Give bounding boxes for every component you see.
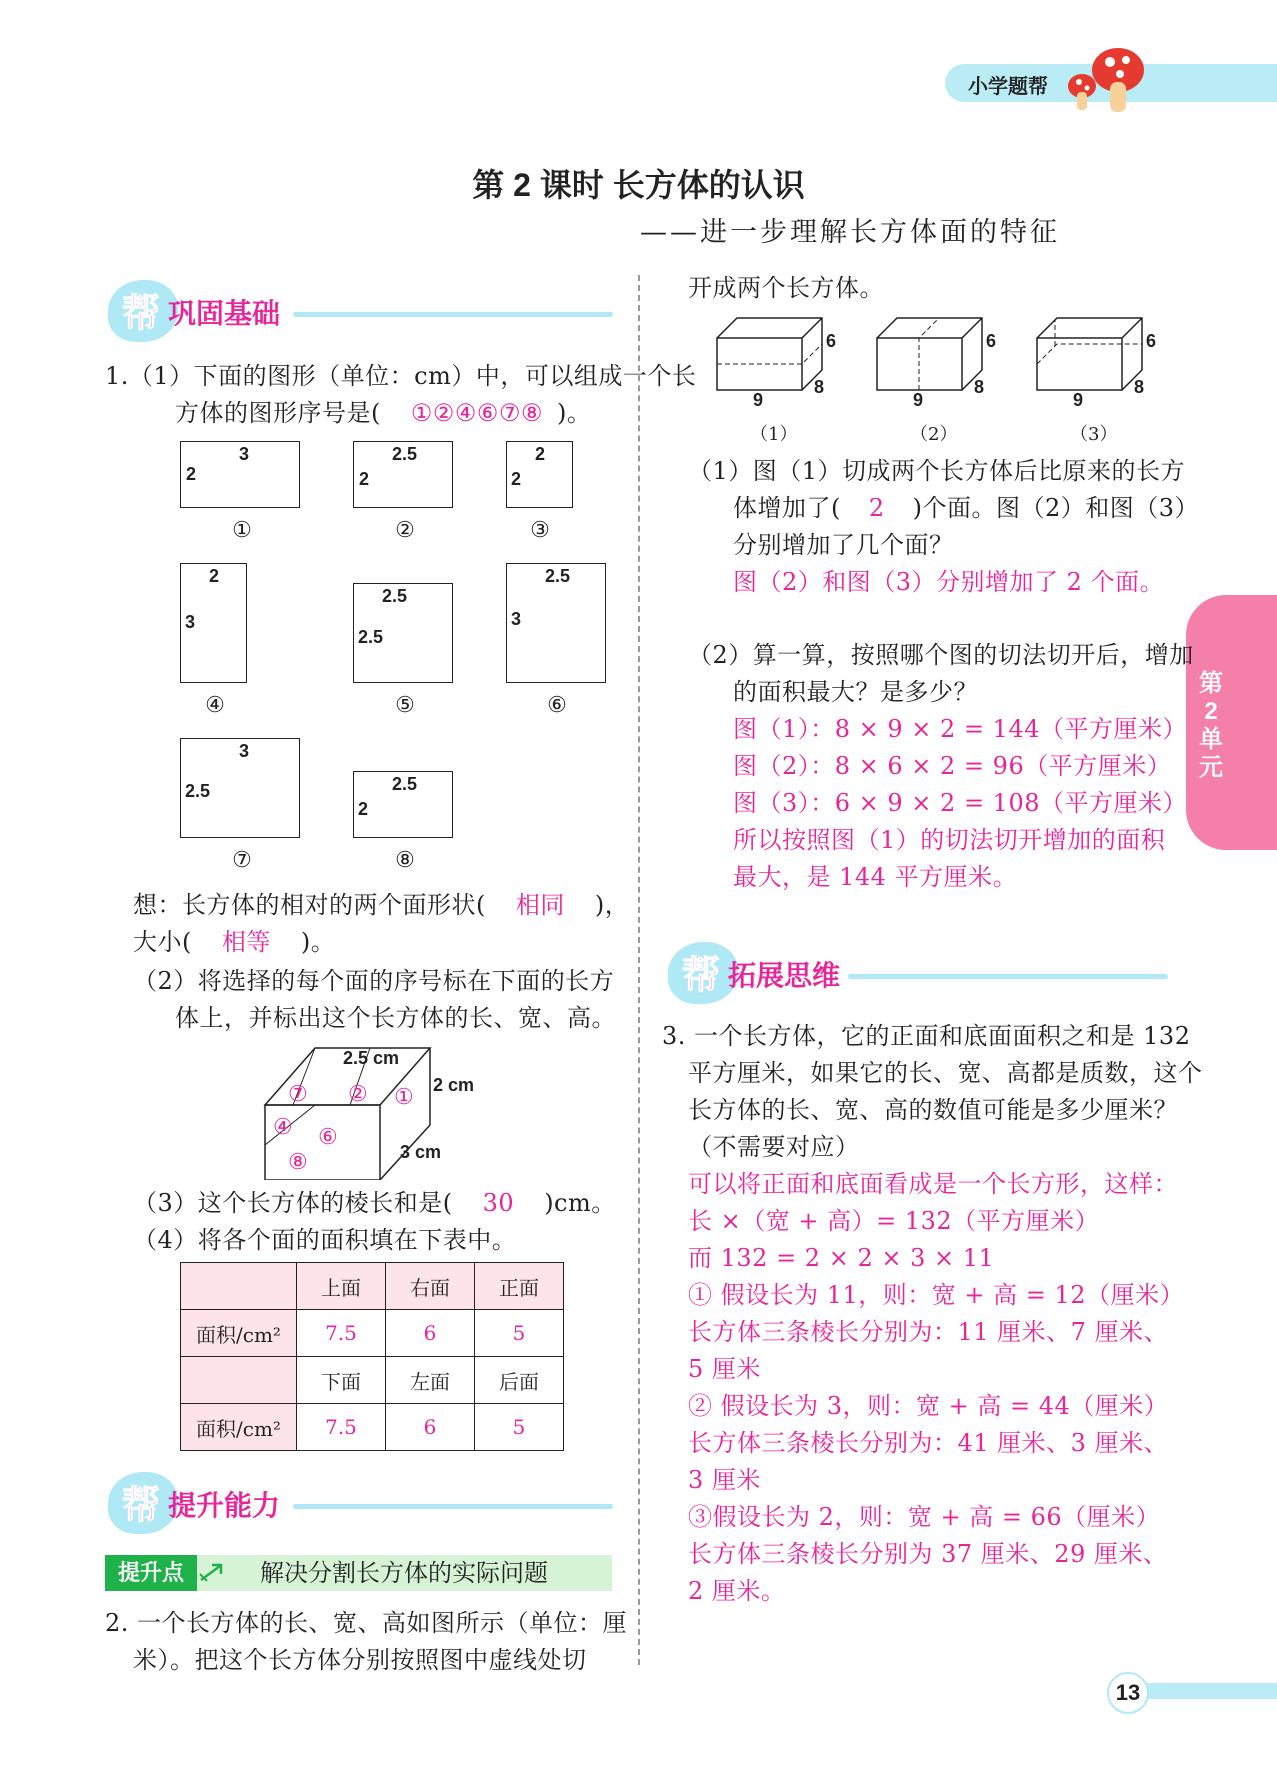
shape-label: 3: [511, 609, 522, 629]
fig-caption: （2）: [910, 424, 958, 445]
cuboid-height-label: 2 cm: [433, 1075, 475, 1095]
mushroom-icon: [1060, 42, 1150, 117]
q2-line1: 2. 一个长方体的长、宽、高如图所示（单位：厘: [105, 1609, 628, 1637]
page-number: 13: [1107, 1672, 1149, 1714]
page-title: 第 2 课时 长方体的认识: [472, 167, 805, 203]
shape-label: 2: [209, 566, 220, 586]
shape-label: 2.5: [185, 781, 211, 801]
table-cell: 6: [386, 1404, 475, 1451]
table-header: 上面: [297, 1263, 386, 1310]
section-title: 拓展思维: [728, 960, 841, 991]
shape-caption: ②: [395, 518, 415, 543]
shape-label: 2.5: [382, 586, 408, 606]
q3-answer: 长方体三条棱长分别为 37 厘米、29 厘米、: [688, 1540, 1168, 1568]
section-bang: 帮: [122, 1485, 161, 1527]
cut-cuboids-figure: [712, 310, 1152, 395]
table-row: [181, 1357, 564, 1404]
fig-width-label: 8: [814, 377, 825, 397]
section-improve: [108, 1472, 613, 1532]
q2-s1-line1: （1）图（1）切成两个长方体后比原来的长方: [688, 457, 1186, 485]
shape-caption: ⑥: [547, 693, 567, 718]
q2-s1-line3: 分别增加了几个面？: [733, 531, 954, 559]
shape-caption: ⑧: [395, 848, 415, 873]
section-line: [848, 974, 1168, 979]
table-cell: [181, 1263, 297, 1310]
q1-p2-line1: （2）将选择的每个面的序号标在下面的长方: [133, 967, 615, 995]
table-cell: 6: [386, 1310, 475, 1357]
q3-answer: 可以将正面和底面看成是一个长方形，这样：: [688, 1170, 1178, 1198]
table-header: 正面: [475, 1263, 564, 1310]
q1-p3-text: )cm。: [544, 1189, 616, 1217]
fig-height-label: 6: [986, 331, 997, 351]
shape-8: [353, 771, 453, 838]
table-row: [181, 1310, 564, 1357]
think-answer-1: 相同: [515, 891, 565, 919]
q2-line3: 开成两个长方体。: [688, 274, 884, 302]
table-cell: 7.5: [297, 1310, 386, 1357]
think-text: 想：长方体的相对的两个面形状(: [133, 891, 486, 919]
page-number-bar: [1130, 1683, 1277, 1699]
shape-label: 2.5: [392, 774, 418, 794]
q3-answer: 5 厘米: [688, 1355, 761, 1383]
table-row: [181, 1404, 564, 1451]
shape-caption: ⑤: [395, 693, 415, 718]
cuboid-face-label: ⑧: [288, 1150, 308, 1175]
q2-s1-text: )个面。图（2）和图（3）: [912, 494, 1200, 522]
cuboid-length-label: 2.5 cm: [343, 1048, 400, 1068]
q3-answer: 长 ×（宽 + 高）= 132（平方厘米）: [688, 1207, 1100, 1235]
tip-text: 解决分割长方体的实际问题: [260, 1559, 548, 1587]
table-header: 后面: [475, 1357, 564, 1404]
shape-7: [180, 738, 300, 838]
section-line: [293, 312, 613, 317]
q3-answer: 长方体三条棱长分别为：41 厘米、3 厘米、: [688, 1429, 1169, 1457]
shape-label: 2: [358, 799, 369, 819]
q2-s2-answer: 最大，是 144 平方厘米。: [733, 863, 1018, 891]
table-cell: 5: [475, 1310, 564, 1357]
column-divider: [638, 275, 640, 1665]
section-line: [293, 1504, 613, 1509]
q3-answer: 而 132 = 2 × 2 × 3 × 11: [688, 1244, 995, 1272]
shape-label: 3: [239, 444, 250, 464]
shape-caption: ③: [530, 518, 550, 543]
arrow-icon: [198, 1560, 232, 1586]
shape-label: 3: [239, 741, 250, 761]
cuboid-depth-label: 3 cm: [400, 1142, 442, 1162]
q3-answer: 长方体三条棱长分别为：11 厘米、7 厘米、: [688, 1318, 1169, 1346]
q2-s2-answer: 图（3）：6 × 9 × 2 = 108（平方厘米）: [733, 789, 1187, 817]
shape-1: [180, 441, 300, 508]
shape-3: [506, 441, 573, 508]
shape-label: 2: [511, 469, 522, 489]
q3-answer: 3 厘米: [688, 1466, 761, 1494]
q2-s2-line1: （2）算一算，按照哪个图的切法切开后，增加: [688, 641, 1194, 669]
cuboid-face-label: ⑦: [288, 1082, 308, 1107]
table-cell: 5: [475, 1404, 564, 1451]
section-title: 巩固基础: [168, 298, 281, 329]
shape-label: 2.5: [358, 627, 384, 647]
fig-width-label: 8: [1134, 377, 1145, 397]
q1-p2-line2: 体上，并标出这个长方体的长、宽、高。: [175, 1004, 616, 1032]
q3-line: 平方厘米，如果它的长、宽、高都是质数，这个: [688, 1059, 1203, 1087]
shape-caption: ①: [232, 518, 252, 543]
table-cell: 7.5: [297, 1404, 386, 1451]
fig-caption: （1）: [750, 424, 798, 445]
fig-length-label: 9: [913, 390, 924, 410]
q3-answer: 2 厘米。: [688, 1577, 786, 1605]
q3-line: 长方体的长、宽、高的数值可能是多少厘米？: [688, 1096, 1178, 1124]
tip-badge: 提升点: [105, 1555, 197, 1591]
table-row: [181, 1263, 564, 1310]
section-title: 提升能力: [168, 1490, 281, 1521]
q2-s1-line2: [733, 490, 1199, 527]
think-text: )，: [594, 891, 630, 919]
q1-p3-answer: 30: [482, 1189, 515, 1217]
section-extend: [668, 942, 1168, 1002]
table-header: 下面: [297, 1357, 386, 1404]
section-bang: 帮: [682, 955, 721, 997]
cuboid-face-label: ①: [394, 1085, 414, 1110]
q1-text: 方体的图形序号是(: [175, 399, 381, 427]
cuboid-face-label: ④: [273, 1115, 293, 1140]
fig-width-label: 8: [974, 377, 985, 397]
q1-line2: [175, 395, 591, 432]
shape-label: 2: [359, 469, 370, 489]
q2-s2-answer: 图（1）：8 × 9 × 2 = 144（平方厘米）: [733, 715, 1187, 743]
shape-4: [180, 563, 247, 683]
fig-height-label: 6: [1146, 331, 1157, 351]
q3-answer: ③假设长为 2，则：宽 + 高 = 66（厘米）: [688, 1503, 1161, 1531]
table-header: 右面: [386, 1263, 475, 1310]
fig-length-label: 9: [753, 390, 764, 410]
shape-caption: ⑦: [232, 848, 252, 873]
think-text: 大小(: [133, 928, 192, 956]
unit-tab-label: 第2单元: [1199, 670, 1223, 781]
shape-label: 3: [185, 612, 196, 632]
q1-line1: 1.（1）下面的图形（单位：cm）中，可以组成一个长: [105, 362, 697, 390]
q3-answer: ② 假设长为 3，则：宽 + 高 = 44（厘米）: [688, 1392, 1169, 1420]
think-line1: [133, 887, 629, 924]
cuboid-face-label: ⑥: [318, 1125, 338, 1150]
fig-height-label: 6: [826, 331, 837, 351]
q2-s2-line2: 的面积最大？是多少？: [733, 678, 978, 706]
shape-5: [353, 583, 453, 683]
table-header: 左面: [386, 1357, 475, 1404]
q1-p3-text: （3）这个长方体的棱长和是(: [133, 1189, 453, 1217]
think-text: )。: [300, 928, 336, 956]
q1-p4: （4）将各个面的面积填在下表中。: [133, 1226, 517, 1254]
think-line2: [133, 924, 335, 961]
area-table: [180, 1262, 564, 1451]
q1-answer: ①②④⑥⑦⑧: [410, 399, 543, 427]
q1-p3: [133, 1185, 616, 1222]
section-basic: [108, 280, 613, 340]
q2-s2-answer: 图（2）：8 × 6 × 2 = 96（平方厘米）: [733, 752, 1172, 780]
fig-caption: （3）: [1070, 424, 1118, 445]
q2-s1-answer: 图（2）和图（3）分别增加了 2 个面。: [733, 568, 1165, 596]
q2-s1-text: 体增加了(: [733, 494, 841, 522]
think-answer-2: 相等: [221, 928, 271, 956]
shape-label: 2.5: [545, 566, 571, 586]
table-cell: [181, 1357, 297, 1404]
q1-text: )。: [556, 399, 592, 427]
fig-length-label: 9: [1073, 390, 1084, 410]
table-row-label: 面积/cm²: [181, 1404, 297, 1451]
brand-name: 小学题帮: [968, 76, 1048, 98]
q2-s1-answer-blank: 2: [868, 494, 885, 522]
q3-line: （不需要对应）: [688, 1133, 860, 1161]
q3-answer: ① 假设长为 11，则：宽 + 高 = 12（厘米）: [688, 1281, 1185, 1309]
q2-line2: 米）。把这个长方体分别按照图中虚线处切: [133, 1646, 587, 1674]
shape-2: [353, 441, 453, 508]
section-bang: 帮: [122, 293, 161, 335]
table-row-label: 面积/cm²: [181, 1310, 297, 1357]
q3-line: 3. 一个长方体，它的正面和底面面积之和是 132: [662, 1022, 1191, 1050]
cuboid-face-label: ②: [348, 1082, 368, 1107]
page-subtitle: ——进一步理解长方体面的特征: [640, 217, 1060, 248]
shape-label: 2: [535, 444, 546, 464]
shape-label: 2: [186, 464, 197, 484]
q2-s2-answer: 所以按照图（1）的切法切开增加的面积: [733, 826, 1166, 854]
shape-label: 2.5: [392, 444, 418, 464]
shape-6: [506, 563, 606, 683]
shape-caption: ④: [205, 693, 225, 718]
